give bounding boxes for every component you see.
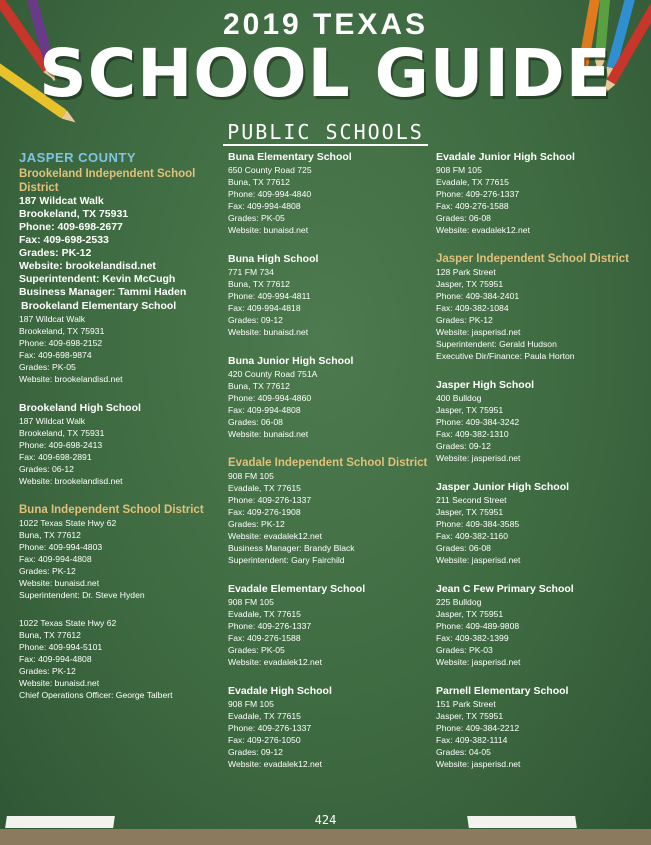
column-1 bbox=[19, 150, 219, 717]
detail-line: Website: evadalek12.net bbox=[436, 225, 530, 235]
detail-line: Grades: 06-08 bbox=[436, 213, 491, 223]
detail-line: 400 Bulldog bbox=[436, 393, 482, 403]
district-name: Buna Independent School District bbox=[19, 504, 204, 516]
school-entry bbox=[436, 684, 636, 770]
detail-line: 1022 Texas State Hwy 62 bbox=[19, 518, 117, 528]
detail-line: Grades: PK-03 bbox=[436, 645, 493, 655]
page-subtitle-text: PUBLIC SCHOOLS bbox=[223, 120, 428, 146]
detail-line: Phone: 409-384-3242 bbox=[436, 417, 520, 427]
school-name: Buna Elementary School bbox=[228, 151, 352, 163]
detail-line: Evadale, TX 77615 bbox=[228, 711, 301, 721]
detail-line: Fax: 409-994-4818 bbox=[228, 303, 301, 313]
school-entry bbox=[436, 378, 636, 464]
detail-line: Grades: PK-05 bbox=[228, 213, 285, 223]
detail-line: Fax: 409-276-1588 bbox=[228, 633, 301, 643]
detail-line: Phone: 409-994-4811 bbox=[228, 291, 311, 301]
detail-line: Fax: 409-276-1588 bbox=[436, 201, 509, 211]
detail-line: Brookeland, TX 75931 bbox=[19, 326, 105, 336]
detail-line: Fax: 409-382-1399 bbox=[436, 633, 509, 643]
detail-line: Website: evadalek12.net bbox=[228, 531, 322, 541]
school-entry bbox=[19, 617, 219, 701]
school-name: Buna Junior High School bbox=[228, 355, 354, 367]
detail-line: Fax: 409-382-1084 bbox=[436, 303, 509, 313]
detail-line: Website: evadalek12.net bbox=[228, 759, 322, 769]
school-entry bbox=[228, 150, 428, 236]
detail-line: Jasper, TX 75951 bbox=[436, 279, 504, 289]
detail-line: Brookeland, TX 75931 bbox=[19, 208, 129, 220]
detail-line: 908 FM 105 bbox=[228, 471, 274, 481]
school-name: Jasper Junior High School bbox=[436, 481, 570, 493]
detail-line: Business Manager: Brandy Black bbox=[228, 543, 355, 553]
detail-line: Buna, TX 77612 bbox=[228, 279, 290, 289]
detail-line: Website: bunaisd.net bbox=[19, 678, 100, 688]
district-entry bbox=[436, 252, 636, 362]
detail-line: Phone: 409-276-1337 bbox=[228, 495, 312, 505]
detail-line: Superintendent: Kevin McCugh bbox=[19, 273, 176, 285]
detail-line: Buna, TX 77612 bbox=[228, 177, 290, 187]
detail-line: Phone: 409-276-1337 bbox=[436, 189, 520, 199]
detail-line: Phone: 409-489-9808 bbox=[436, 621, 520, 631]
detail-line: Evadale, TX 77615 bbox=[228, 483, 301, 493]
detail-line: Phone: 409-994-4860 bbox=[228, 393, 312, 403]
detail-line: Buna, TX 77612 bbox=[19, 530, 81, 540]
school-entry bbox=[19, 299, 219, 385]
detail-line: 650 County Road 725 bbox=[228, 165, 312, 175]
detail-line: Phone: 409-994-5101 bbox=[19, 642, 103, 652]
detail-line: 908 FM 105 bbox=[228, 699, 274, 709]
district-entry bbox=[228, 456, 428, 566]
detail-line: Grades: 06-08 bbox=[436, 543, 491, 553]
detail-line: Fax: 409-994-4808 bbox=[228, 405, 301, 415]
district-entry bbox=[19, 503, 219, 601]
detail-line: Grades: PK-05 bbox=[19, 362, 76, 372]
detail-line: Fax: 409-276-1908 bbox=[228, 507, 301, 517]
detail-line: Website: brookelandisd.net bbox=[19, 374, 123, 384]
detail-line: 187 Wildcat Walk bbox=[19, 314, 86, 324]
detail-line: Grades: 09-12 bbox=[436, 441, 491, 451]
detail-line: 1022 Texas State Hwy 62 bbox=[19, 618, 117, 628]
detail-line: Grades: 06-12 bbox=[19, 464, 74, 474]
district-entry bbox=[19, 167, 219, 299]
page-number: 424 bbox=[314, 813, 337, 827]
detail-line: Website: bunaisd.net bbox=[228, 327, 309, 337]
detail-line: Grades: PK-12 bbox=[19, 566, 76, 576]
school-name: Jean C Few Primary School bbox=[436, 583, 574, 595]
school-entry bbox=[436, 150, 636, 236]
detail-line: Grades: 04-05 bbox=[436, 747, 491, 757]
detail-line: Jasper, TX 75951 bbox=[436, 711, 504, 721]
detail-line: Fax: 409-994-4808 bbox=[19, 654, 92, 664]
detail-line: Fax: 409-276-1050 bbox=[228, 735, 301, 745]
detail-line: 908 FM 105 bbox=[436, 165, 482, 175]
detail-line: 211 Second Street bbox=[436, 495, 507, 505]
detail-line: Fax: 409-994-4808 bbox=[19, 554, 92, 564]
detail-line: Fax: 409-698-9874 bbox=[19, 350, 92, 360]
detail-line: Phone: 409-994-4840 bbox=[228, 189, 312, 199]
district-name: Evadale Independent School District bbox=[228, 457, 428, 469]
header-year-line: 2019 TEXAS bbox=[222, 8, 429, 41]
detail-line: Phone: 409-276-1337 bbox=[228, 723, 312, 733]
column-3 bbox=[436, 150, 636, 786]
detail-line: Superintendent: Gary Fairchild bbox=[228, 555, 345, 565]
detail-line: Website: bunaisd.net bbox=[228, 225, 309, 235]
detail-line: Website: jasperisd.net bbox=[436, 657, 521, 667]
detail-line: Grades: PK-12 bbox=[19, 666, 76, 676]
detail-line: 128 Park Street bbox=[436, 267, 496, 277]
detail-line: Buna, TX 77612 bbox=[228, 381, 290, 391]
detail-line: 225 Bulldog bbox=[436, 597, 482, 607]
school-name: Evadale High School bbox=[228, 685, 332, 697]
school-entry bbox=[228, 354, 428, 440]
detail-line: Fax: 409-382-1310 bbox=[436, 429, 509, 439]
school-entry bbox=[19, 401, 219, 487]
detail-line: Chief Operations Officer: George Talbert bbox=[19, 690, 173, 700]
detail-line: Grades: PK-05 bbox=[228, 645, 285, 655]
school-name: Evadale Elementary School bbox=[228, 583, 366, 595]
detail-line: Phone: 409-698-2152 bbox=[19, 338, 103, 348]
county-heading: JASPER COUNTY bbox=[19, 150, 137, 165]
detail-line: Website: evadalek12.net bbox=[228, 657, 322, 667]
detail-line: Brookeland, TX 75931 bbox=[19, 428, 105, 438]
detail-line: Fax: 409-698-2533 bbox=[19, 234, 109, 246]
school-name: Parnell Elementary School bbox=[436, 685, 569, 697]
district-name: Jasper Independent School District bbox=[436, 253, 629, 265]
detail-line: Grades: PK-12 bbox=[436, 315, 493, 325]
detail-line: Website: jasperisd.net bbox=[436, 453, 521, 463]
detail-line: Grades: PK-12 bbox=[228, 519, 285, 529]
detail-line: Fax: 409-994-4808 bbox=[228, 201, 301, 211]
detail-line: Grades: 09-12 bbox=[228, 747, 283, 757]
detail-line: Grades: PK-12 bbox=[19, 247, 92, 259]
school-entry bbox=[228, 252, 428, 338]
detail-line: Website: bunaisd.net bbox=[228, 429, 309, 439]
detail-line: 151 Park Street bbox=[436, 699, 496, 709]
detail-line: Executive Dir/Finance: Paula Horton bbox=[436, 351, 575, 361]
district-name: Brookeland Independent School District bbox=[19, 168, 196, 194]
school-name: Evadale Junior High School bbox=[436, 151, 575, 163]
detail-line: Website: jasperisd.net bbox=[436, 327, 521, 337]
detail-line: Fax: 409-698-2891 bbox=[19, 452, 92, 462]
district-details bbox=[19, 195, 219, 299]
detail-line: 908 FM 105 bbox=[228, 597, 274, 607]
school-entry bbox=[228, 582, 428, 668]
detail-line: Phone: 409-276-1337 bbox=[228, 621, 312, 631]
detail-line: Website: jasperisd.net bbox=[436, 555, 521, 565]
detail-line: Website: jasperisd.net bbox=[436, 759, 521, 769]
school-entry bbox=[228, 684, 428, 770]
detail-line: Jasper, TX 75951 bbox=[436, 507, 504, 517]
school-entry bbox=[436, 582, 636, 668]
detail-line: Business Manager: Tammi Haden bbox=[19, 286, 187, 298]
chalk-tray bbox=[0, 829, 651, 845]
page-subtitle bbox=[0, 120, 651, 144]
detail-line: Phone: 409-384-2212 bbox=[436, 723, 520, 733]
school-name: Buna High School bbox=[228, 253, 319, 265]
detail-line: Superintendent: Dr. Steve Hyden bbox=[19, 590, 145, 600]
page-title: SCHOOL GUIDE bbox=[39, 35, 612, 112]
school-name: Jasper High School bbox=[436, 379, 535, 391]
detail-line: Jasper, TX 75951 bbox=[436, 405, 504, 415]
detail-line: Evadale, TX 77615 bbox=[228, 609, 301, 619]
detail-line: 187 Wildcat Walk bbox=[19, 416, 86, 426]
detail-line: Website: brookelandisd.net bbox=[19, 260, 156, 272]
school-entry bbox=[436, 480, 636, 566]
detail-line: Phone: 409-994-4803 bbox=[19, 542, 103, 552]
detail-line: Buna, TX 77612 bbox=[19, 630, 81, 640]
detail-line: 771 FM 734 bbox=[228, 267, 274, 277]
detail-line: Phone: 409-698-2677 bbox=[19, 221, 123, 233]
detail-line: Website: brookelandisd.net bbox=[19, 476, 123, 486]
detail-line: Website: bunaisd.net bbox=[19, 578, 100, 588]
detail-line: Grades: 06-08 bbox=[228, 417, 283, 427]
detail-line: Phone: 409-384-3585 bbox=[436, 519, 520, 529]
school-name: Brookeland Elementary School bbox=[21, 300, 177, 312]
detail-line: Superintendent: Gerald Hudson bbox=[436, 339, 557, 349]
detail-line: Phone: 409-384-2401 bbox=[436, 291, 520, 301]
detail-line: 187 Wildcat Walk bbox=[19, 195, 104, 207]
detail-line: Jasper, TX 75951 bbox=[436, 609, 504, 619]
school-name: Brookeland High School bbox=[19, 402, 141, 414]
detail-line: 420 County Road 751A bbox=[228, 369, 318, 379]
detail-line: Evadale, TX 77615 bbox=[436, 177, 509, 187]
detail-line: Grades: 09-12 bbox=[228, 315, 283, 325]
detail-line: Fax: 409-382-1114 bbox=[436, 735, 508, 745]
column-2 bbox=[228, 150, 428, 786]
detail-line: Fax: 409-382-1160 bbox=[436, 531, 508, 541]
detail-line: Phone: 409-698-2413 bbox=[19, 440, 103, 450]
